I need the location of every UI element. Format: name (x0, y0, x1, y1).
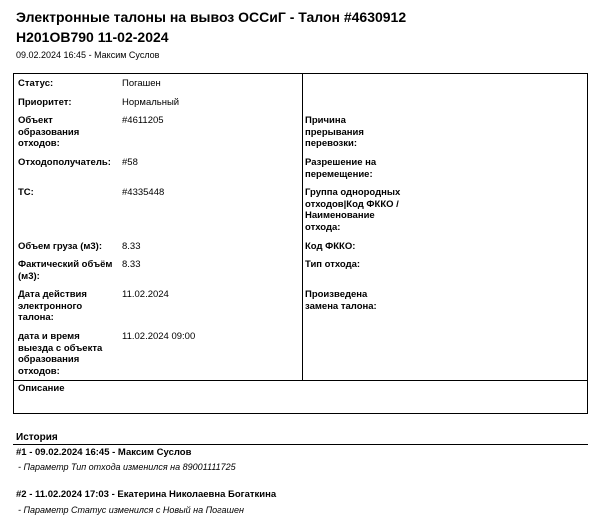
departure-time-value: 11.02.2024 09:00 (122, 331, 196, 342)
description-divider (14, 380, 587, 381)
document-subtitle: Н201ОВ790 11-02-2024 (16, 29, 169, 45)
history-divider (13, 444, 588, 445)
departure-time-label: дата и время выезда с объекта образования отходов: (18, 331, 103, 377)
vehicle-label: ТС: (18, 187, 34, 198)
waste-group-label: Группа однородных отходов|Код ФККО / Наименование отхода: (305, 187, 401, 233)
vehicle-value: #4335448 (122, 187, 165, 198)
document-meta: 09.02.2024 16:45 - Максим Суслов (16, 50, 160, 60)
history-entry-title: #1 - 09.02.2024 16:45 - Максим Суслов (16, 447, 192, 458)
actual-volume-label: Фактический объём (м3): (18, 259, 113, 282)
priority-value: Нормальный (122, 97, 180, 108)
cargo-volume-value: 8.33 (122, 241, 141, 252)
status-value: Погашен (122, 78, 161, 89)
status-label: Статус: (18, 78, 54, 89)
document-title: Электронные талоны на вывоз ОССиГ - Талон #4630912 (16, 9, 407, 25)
fkko-code-label: Код ФККО: (305, 241, 356, 252)
history-entry-title: #2 - 11.02.2024 17:03 - Екатерина Николаевна Богаткина (16, 489, 277, 500)
recipient-label: Отходополучатель: (18, 157, 111, 168)
history-entry-change: - Параметр Тип отхода изменился на 89001111725 (18, 462, 236, 472)
recipient-value: #58 (122, 157, 138, 168)
column-divider (302, 74, 303, 380)
transfer-permit-label: Разрешение на перемещение: (305, 157, 377, 180)
waste-type-label: Тип отхода: (305, 259, 361, 270)
description-label: Описание (18, 383, 65, 394)
validity-date-value: 11.02.2024 (122, 289, 169, 300)
ticket-replaced-label: Произведена замена талона: (305, 289, 377, 312)
history-entry-change: - Параметр Статус изменился с Новый на Погашен (18, 505, 244, 515)
cargo-volume-label: Объем груза (м3): (18, 241, 102, 252)
priority-label: Приоритет: (18, 97, 72, 108)
waste-object-value: #4611205 (122, 115, 164, 126)
interruption-reason-label: Причина прерывания перевозки: (305, 115, 364, 149)
validity-date-label: Дата действия электронного талона: (18, 289, 87, 323)
history-heading: История (16, 432, 58, 443)
actual-volume-value: 8.33 (122, 259, 141, 270)
waste-object-label: Объект образования отходов: (18, 115, 80, 149)
details-table (13, 73, 588, 414)
